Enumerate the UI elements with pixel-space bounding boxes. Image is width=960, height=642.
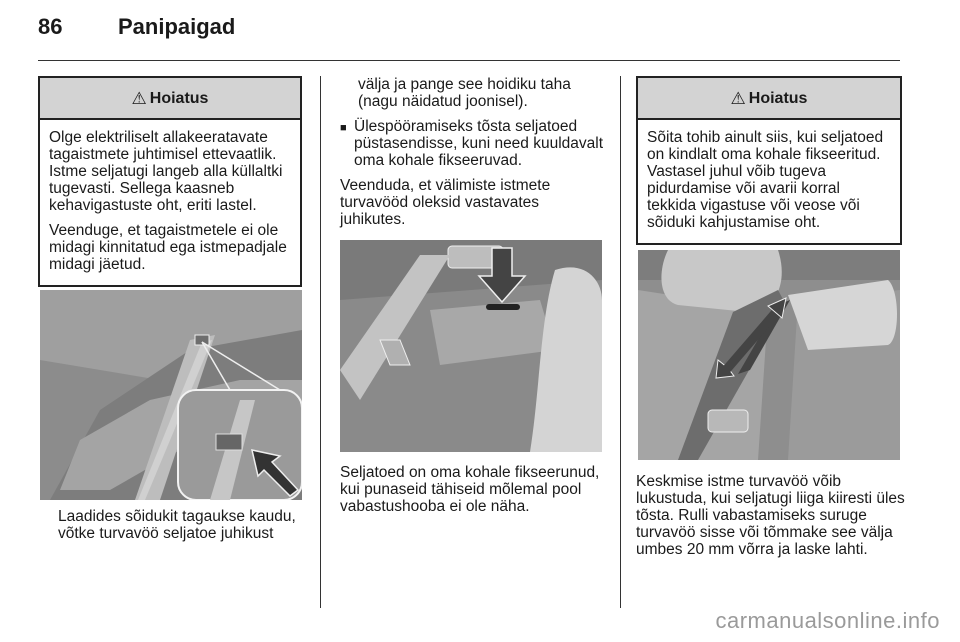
illustration-center-belt: [638, 250, 900, 460]
warning-title-2: Hoiatus: [748, 89, 808, 107]
column-divider-left: [320, 76, 321, 608]
warning-body-2: [638, 120, 900, 243]
paragraph-locked: Seljatoed on oma kohale fikseerunud, kui punaseid tähiseid mõlemal pool vabastushooba ei ole näha.: [340, 464, 600, 515]
warning-box-2: [636, 76, 902, 245]
warning-triangle-icon: ⚠: [730, 88, 746, 108]
bullet-text: Ülespööramiseks tõsta seljatoed püstasendisse, kuni need kuuldavalt oma kohale fikseeruvad.: [354, 118, 604, 169]
warning-2-paragraph-1: Sõita tohib ainult siis, kui seljatoed on kindlalt oma kohale fikseeritud. Vastasel juhul võib tugeva pidurdamise või avarii korral tekkida vigastuse või veose või sõiduki kahjustamise oht.: [647, 129, 884, 231]
warning-box-1: [38, 76, 302, 287]
bullet-square-icon: ■: [340, 122, 347, 134]
column-divider-right: [620, 76, 621, 608]
warning-header-1: [40, 78, 300, 120]
caption-1: Laadides sõidukit tagaukse kaudu, võtke turvavöö seljatoe juhikust: [58, 508, 296, 542]
bullet-item: [340, 118, 608, 169]
warning-body-1: [40, 120, 300, 285]
column-2: [340, 76, 608, 236]
column-1: [38, 76, 302, 287]
page-title: Panipaigad: [118, 14, 236, 39]
page-number: 86: [38, 14, 63, 39]
warning-1-paragraph-2: Veenduge, et tagaistmetele ei ole midagi kinnitatud ega istmepadjale midagi jäetud.: [49, 222, 287, 273]
header-rule: [38, 60, 900, 61]
watermark: carmanualsonline.info: [715, 608, 940, 633]
continued-text: välja ja pange see hoidiku taha (nagu näidatud joonisel).: [358, 76, 571, 110]
warning-title-1: Hoiatus: [149, 89, 209, 107]
paragraph-outer-belts: Veenduda, et välimiste istmete turvavööd oleksid vastavates juhikutes.: [340, 177, 551, 228]
paragraph-center-belt: Keskmise istme turvavöö võib lukustuda, kui seljatugi liiga kiiresti üles tõsta. Rulli vabastamiseks suruge turvavöö sisse või tõmmake see välja umbes 20 mm võrra ja laske lahti.: [636, 473, 905, 558]
warning-header-2: [638, 78, 900, 120]
illustration-backrest-release: [340, 240, 602, 452]
warning-triangle-icon: ⚠: [131, 88, 147, 108]
column-3: [636, 76, 902, 245]
illustration-seatbelt-guide: [40, 290, 302, 500]
warning-1-paragraph-1: Olge elektriliselt allakeeratavate tagaistmete juhtimisel ettevaatlik. Istme seljatugi langeb alla küllaltki tugevasti. Sellega kaasneb kehavigastuste oht, eriti lastel.: [49, 129, 283, 214]
